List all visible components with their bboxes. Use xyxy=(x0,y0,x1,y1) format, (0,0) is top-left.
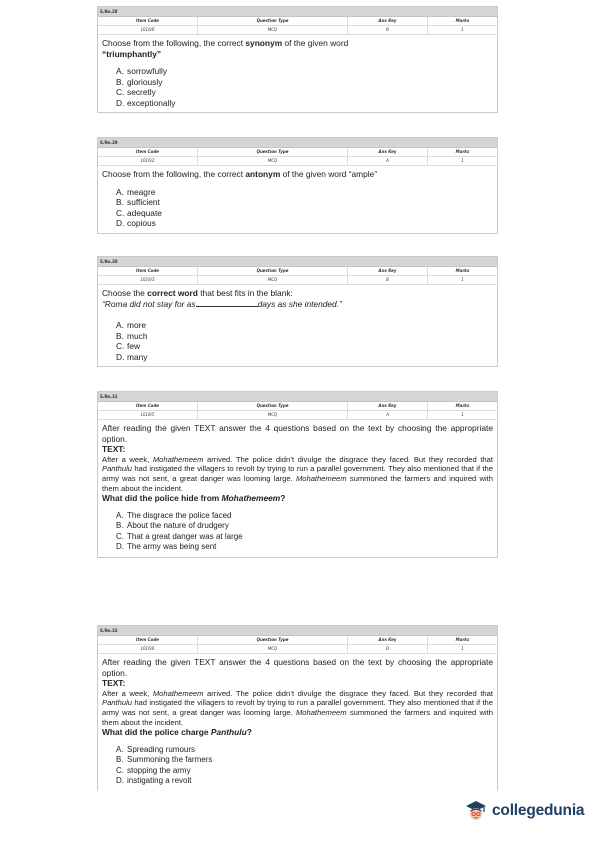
collegedunia-logo[interactable] xyxy=(464,799,584,823)
marks-header: Marks xyxy=(455,18,470,23)
instruction-text: After reading the given TEXT answer the 4 questions based on the text by choosing the appropriate option. xyxy=(102,657,493,678)
question-type-header: Question Type xyxy=(198,636,348,644)
item-code-header: Item Code xyxy=(98,267,198,275)
meta-header-row xyxy=(98,148,497,157)
option-c[interactable]: C. That a great danger was at large xyxy=(116,531,243,541)
item-code-header: Item Code xyxy=(98,402,198,410)
marks-header: Marks xyxy=(455,637,470,642)
ans-key-header: Ans Key xyxy=(348,402,428,410)
question-body xyxy=(98,166,497,233)
text-label: TEXT: xyxy=(102,444,126,455)
question-type-value: MCQ xyxy=(198,157,348,165)
marks-value: 1 xyxy=(461,277,464,282)
ans-key-header: Ans Key xyxy=(348,267,428,275)
question-type-value: MCQ xyxy=(198,645,348,653)
marks-header: Marks xyxy=(455,149,470,154)
options-list xyxy=(116,320,493,362)
meta-value-row xyxy=(98,26,497,35)
question-card-31 xyxy=(97,391,498,558)
question-card-30 xyxy=(97,256,498,367)
ans-key-value: A xyxy=(348,411,428,419)
option-b[interactable]: B. much xyxy=(116,330,148,341)
item-code-header: Item Code xyxy=(98,636,198,644)
option-a[interactable]: A. The disgrace the police faced xyxy=(116,510,232,520)
option-c[interactable]: C. secretly xyxy=(116,87,156,98)
option-d[interactable]: D. exceptionally xyxy=(116,97,176,108)
question-body xyxy=(98,35,497,112)
item-code-value: 1016/2 xyxy=(98,157,198,165)
question-number: S.No.30 xyxy=(98,257,497,267)
question-type-value: MCQ xyxy=(198,276,348,284)
question-body xyxy=(98,285,497,366)
question-card-29 xyxy=(97,137,498,234)
ans-key-header: Ans Key xyxy=(348,17,428,25)
question-type-value: MCQ xyxy=(198,411,348,419)
question-type-header: Question Type xyxy=(198,17,348,25)
question-prompt: Choose the correct word that best fits in the blank: xyxy=(102,288,293,298)
item-code-header: Item Code xyxy=(98,148,198,156)
question-card-28 xyxy=(97,6,498,113)
passage: After a week, Mohathemeem arrived. The police didn’t divulge the disgrace they faced. But they recorded that Panthulu had instigated the villagers to revolt by trying to run a parallel government. They also mentioned that if the army was not sent, a great danger was looming large. Mohathemeem summoned the farmers and inquired with them about the incident. xyxy=(102,688,494,727)
option-d[interactable]: D. many xyxy=(116,351,148,362)
text-label: TEXT: xyxy=(102,678,126,689)
passage: After a week, Mohathemeem arrived. The police didn’t divulge the disgrace they faced. But they recorded that Panthulu had instigated the villagers to revolt by trying to run a parallel government. They also mentioned that if the army was not sent, a great danger was looming large. Mohathemeem summoned the farmers and inquired with them about the incident. xyxy=(102,454,494,493)
meta-value-row xyxy=(98,411,497,420)
marks-value: 1 xyxy=(461,412,464,417)
fill-blank-sentence: “Roma did not stay for as days as she intended.” xyxy=(102,298,342,309)
question-body xyxy=(98,420,497,557)
meta-value-row xyxy=(98,645,497,654)
option-d[interactable]: D. The army was being sent xyxy=(116,542,217,552)
marks-value: 1 xyxy=(461,27,464,32)
question-type-value: MCQ xyxy=(198,26,348,34)
option-b[interactable]: B. About the nature of drudgery xyxy=(116,521,229,531)
option-a[interactable]: A. Spreading rumours xyxy=(116,744,196,754)
option-c[interactable]: C. stopping the army xyxy=(116,765,191,775)
marks-value: 1 xyxy=(461,646,464,651)
item-code-value: 1016/3 xyxy=(98,276,198,284)
question-number: S.No.32 xyxy=(98,626,497,636)
question-prompt: Choose from the following, the correct antonym of the given word “ample” xyxy=(102,169,378,179)
graduate-icon xyxy=(464,799,488,823)
item-code-header: Item Code xyxy=(98,17,198,25)
question-number: S.No.31 xyxy=(98,392,497,402)
marks-header: Marks xyxy=(455,403,470,408)
marks-header: Marks xyxy=(455,268,470,273)
option-b[interactable]: B. Summoning the farmers xyxy=(116,755,213,765)
option-a[interactable]: A. sorrowfully xyxy=(116,66,168,77)
options-list xyxy=(116,511,493,553)
meta-value-row xyxy=(98,157,497,166)
option-b[interactable]: B. gloriously xyxy=(116,76,163,87)
question-text: What did the police charge Panthulu? xyxy=(102,727,252,738)
question-body xyxy=(98,654,497,791)
ans-key-header: Ans Key xyxy=(348,636,428,644)
options-list xyxy=(116,745,493,787)
blank-line xyxy=(196,299,258,307)
option-b[interactable]: B. sufficient xyxy=(116,197,160,208)
ans-key-header: Ans Key xyxy=(348,148,428,156)
question-number: S.No.28 xyxy=(98,7,497,17)
ans-key-value: B xyxy=(348,276,428,284)
option-d[interactable]: D. instigating a revolt xyxy=(116,776,192,786)
question-text: What did the police hide from Mohathemeem? xyxy=(102,493,286,504)
question-prompt-word: “triumphantly” xyxy=(102,48,162,59)
ans-key-value: B xyxy=(348,26,428,34)
option-c[interactable]: C. adequate xyxy=(116,207,162,218)
question-prompt: Choose from the following, the correct synonym of the given word xyxy=(102,38,349,48)
item-code-value: 1016/6 xyxy=(98,645,198,653)
options-list xyxy=(116,66,493,108)
marks-value: 1 xyxy=(461,158,464,163)
meta-header-row xyxy=(98,17,497,26)
option-d[interactable]: D. copious xyxy=(116,218,156,229)
options-list xyxy=(116,187,493,229)
instruction-text: After reading the given TEXT answer the 4 questions based on the text by choosing the appropriate option. xyxy=(102,423,493,444)
option-a[interactable]: A. more xyxy=(116,320,147,331)
meta-value-row xyxy=(98,276,497,285)
ans-key-value: A xyxy=(348,157,428,165)
question-type-header: Question Type xyxy=(198,148,348,156)
item-code-value: 1016/5 xyxy=(98,411,198,419)
ans-key-value: D xyxy=(348,645,428,653)
meta-header-row xyxy=(98,267,497,276)
meta-header-row xyxy=(98,636,497,645)
option-a[interactable]: A. meagre xyxy=(116,186,156,197)
question-type-header: Question Type xyxy=(198,267,348,275)
brand-name: collegedunia xyxy=(492,802,585,819)
meta-header-row xyxy=(98,402,497,411)
question-card-32 xyxy=(97,625,498,791)
item-code-value: 1016/6 xyxy=(98,26,198,34)
question-type-header: Question Type xyxy=(198,402,348,410)
option-c[interactable]: C. few xyxy=(116,341,141,352)
question-number: S.No.29 xyxy=(98,138,497,148)
